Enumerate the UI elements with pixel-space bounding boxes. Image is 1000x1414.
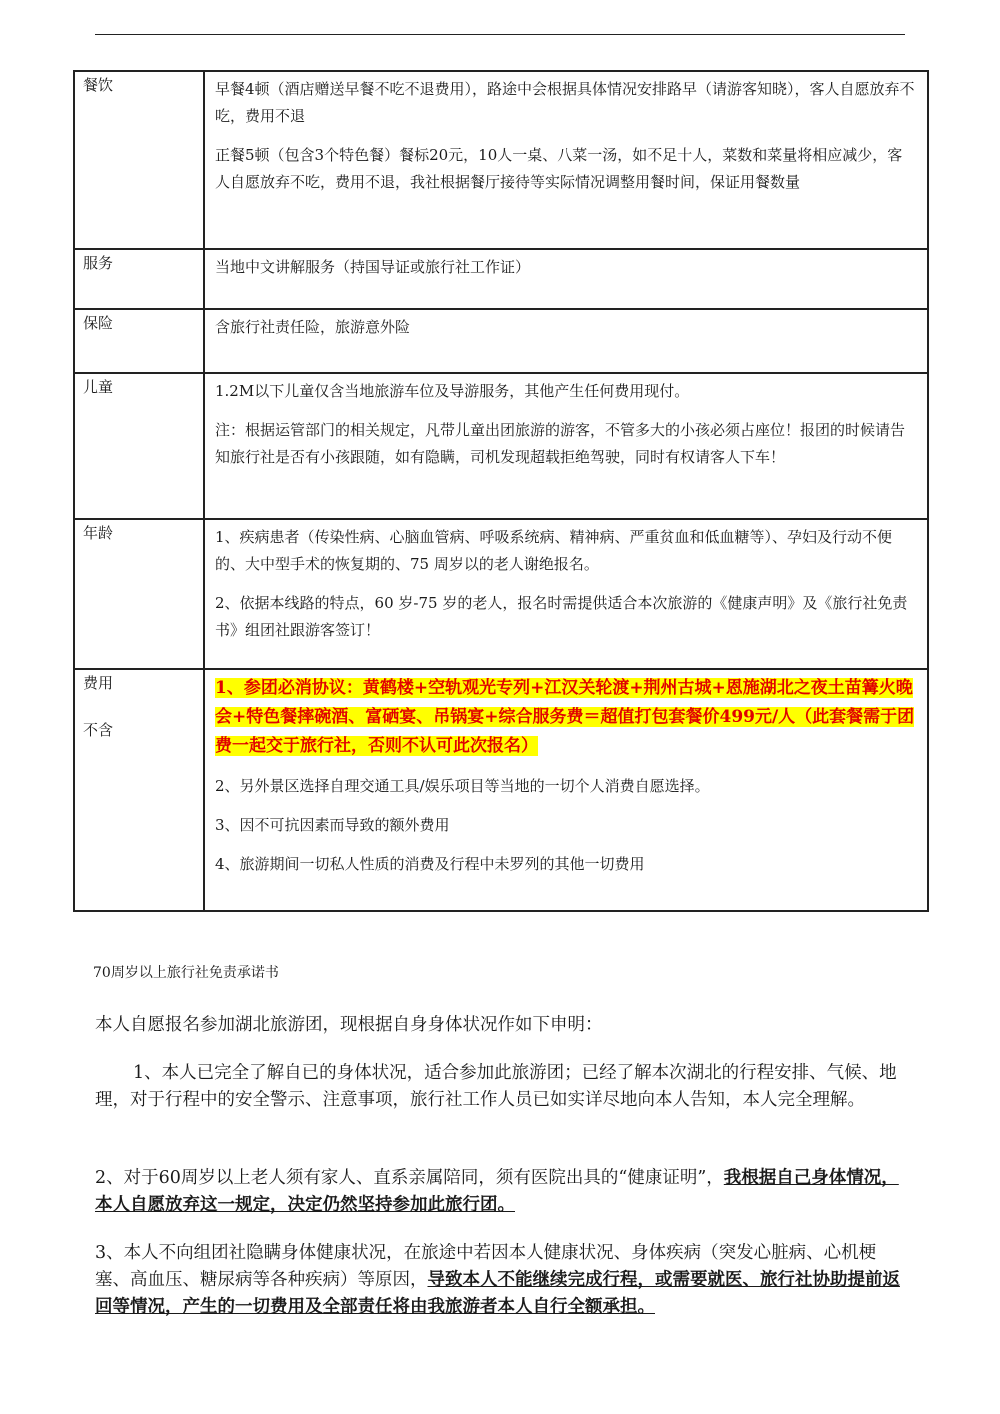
content-paragraph: 2、另外景区选择自理交通工具/娱乐项目等当地的一切个人消费自愿选择。: [215, 777, 710, 795]
declaration-item-2: 2、对于60周岁以上老人须有家人、直系亲属陪同，须有医院出具的“健康证明”，我根据自己身体情况，本人自愿放弃这一规定，决定仍然坚持参加此旅行团。: [95, 1168, 899, 1215]
row-content-excluded-fees: [204, 669, 928, 911]
itinerary-terms-table: [73, 70, 929, 912]
row-label-catering: 餐饮: [74, 71, 204, 249]
declaration-item-3: 3、本人不向组团社隐瞒身体健康状况，在旅途中若因本人健康状况、身体疾病（突发心脏病、心机梗塞、高血压、糖尿病等各种疾病）等原因，导致本人不能继续完成行程，或需要就医、旅行社协助提前返回等情况，产生的一切费用及全部责任将由我旅游者本人自行全额承担。: [95, 1243, 900, 1317]
table-row-excluded-fees: [74, 669, 928, 911]
row-label-excluded-fees: 费用 不含: [74, 669, 204, 911]
row-content-age: [204, 519, 928, 669]
mandatory-package-notice: 1、参团必消协议：黄鹤楼+空轨观光专列+江汉关轮渡+荆州古城+恩施湖北之夜土苗篝火晚会+特色餐摔碗酒、富硒宴、吊锅宴+综合服务费＝超值打包套餐价499元/人（此套餐需于团费一起交于旅行社，否则不认可此次报名）: [215, 678, 915, 756]
table-row-catering: [74, 71, 928, 249]
table-row-service: [74, 249, 928, 309]
declaration-intro: 本人自愿报名参加湖北旅游团，现根据自身身体状况作如下申明：: [95, 1015, 603, 1035]
declaration-item-1: 1、本人已完全了解自已的身体状况，适合参加此旅游团；已经了解本次湖北的行程安排、气候、地理，对于行程中的安全警示、注意事项，旅行社工作人员已如实详尽地向本人告知，本人完全理解。: [95, 1063, 897, 1110]
row-content-catering: [204, 71, 928, 249]
content-paragraph: 含旅行社责任险，旅游意外险: [215, 318, 411, 336]
content-paragraph: 正餐5顿（包含3个特色餐）餐标20元，10人一桌、八菜一汤，如不足十人，菜数和菜量将相应减少，客人自愿放弃不吃，费用不退，我社根据餐厅接待等实际情况调整用餐时间，保证用餐数量: [215, 146, 903, 191]
declaration-item-3-emphasis: 导致本人不能继续完成行程，或需要就医、旅行社协助提前返回等情况，产生的一切费用及全部责任将由我旅游者本人自行全额承担。: [95, 1270, 900, 1317]
declaration-item-2-emphasis: 我根据自己身体情况，本人自愿放弃这一规定，决定仍然坚持参加此旅行团。: [95, 1168, 899, 1215]
declaration-title: 70周岁以上旅行社免责承诺书: [93, 965, 279, 981]
table-row-insurance: [74, 309, 928, 373]
row-label-service: 服务: [74, 249, 204, 309]
content-paragraph: 早餐4顿（酒店赠送早餐不吃不退费用），路途中会根据具体情况安排路早（请游客知晓），客人自愿放弃不吃，费用不退: [215, 80, 915, 125]
content-paragraph: 1.2M以下儿童仅含当地旅游车位及导游服务，其他产生任何费用现付。: [215, 382, 690, 400]
table-row-children: [74, 373, 928, 519]
row-label-children: 儿童: [74, 373, 204, 519]
row-content-children: [204, 373, 928, 519]
content-paragraph: 4、旅游期间一切私人性质的消费及行程中未罗列的其他一切费用: [215, 855, 645, 873]
content-paragraph: 注：根据运管部门的相关规定，凡带儿童出团旅游的游客，不管多大的小孩必须占座位！报团的时候请告知旅行社是否有小孩跟随，如有隐瞒，司机发现超载拒绝驾驶，同时有权请客人下车！: [215, 421, 906, 466]
row-content-insurance: [204, 309, 928, 373]
header-rule: [95, 34, 905, 35]
row-content-service: [204, 249, 928, 309]
content-paragraph: 3、因不可抗因素而导致的额外费用: [215, 816, 450, 834]
row-label-age: 年龄: [74, 519, 204, 669]
content-paragraph: 当地中文讲解服务（持国导证或旅行社工作证）: [215, 258, 531, 276]
row-label-insurance: 保险: [74, 309, 204, 373]
table-row-age: [74, 519, 928, 669]
content-paragraph: 1、疾病患者（传染性病、心脑血管病、呼吸系统病、精神病、严重贫血和低血糖等）、孕妇及行动不便的、大中型手术的恢复期的、75 周岁以的老人谢绝报名。: [215, 528, 893, 573]
content-paragraph: 2、依据本线路的特点，60 岁-75 岁的老人，报名时需提供适合本次旅游的《健康声明》及《旅行社免责书》组团社跟游客签订！: [215, 594, 908, 639]
